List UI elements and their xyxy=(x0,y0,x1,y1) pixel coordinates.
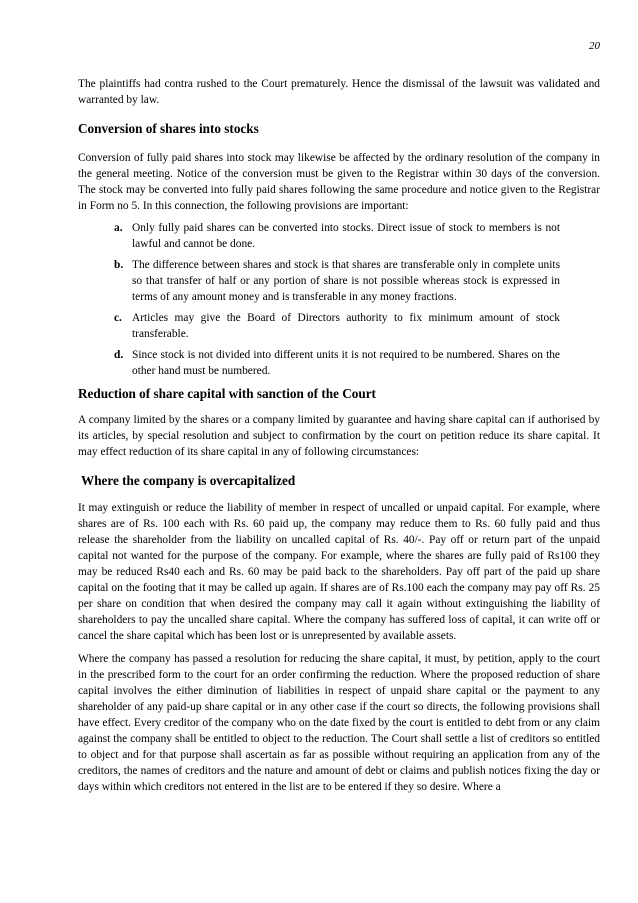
list-marker: c. xyxy=(114,312,122,324)
list-item-text: The difference between shares and stock is that shares are transferable only in complete units so that transfer of half or any portion of share is not possible whereas stock is expressed in terms of any amount money and is transferable in any money fractions. xyxy=(132,259,560,303)
conversion-heading: Conversion of shares into stocks xyxy=(78,121,259,136)
reduction-paragraph: A company limited by the shares or a company limited by guarantee and having share capital can if authorised by its articles, by special resolution and subject to confirmation by the court on petition reduce its share capital. It may effect reduction of its share capital in any of following circumstances: xyxy=(78,414,600,458)
list-item-text: Since stock is not divided into different units it is not required to be numbered. Shares on the other hand must be numbered. xyxy=(132,349,560,377)
list-item xyxy=(114,347,560,379)
list-marker: d. xyxy=(114,349,124,361)
conversion-paragraph: Conversion of fully paid shares into stock may likewise be affected by the ordinary resolution of the company in the general meeting. Notice of the conversion must be given to the Registrar within 30 days of the conversion. The stock may be converted into fully paid shares following the same procedure and notice given to the Registrar in Form no 5. In this connection, the following provisions are important: xyxy=(78,152,600,212)
list-item xyxy=(114,257,560,305)
list-item xyxy=(114,310,560,342)
list-marker: b. xyxy=(114,259,124,271)
provisions-list xyxy=(78,220,600,379)
petition-paragraph: Where the company has passed a resolution for reducing the share capital, it must, by petition, apply to the court in the prescribed form to the court for an order confirming the reduction. Where the proposed reduction of share capital involves the either diminution of liabilities in respect of unpaid share capital or the payment to any shareholder of any paid-up share capital or in any other case if the court so directs, the following provisions shall have effect. Every creditor of the company who on the date fixed by the court is entitled to debt from or any claim against the company shall be entitled to object to the reduction. The Court shall settle a list of creditors so entitled to object and for that purpose shall ascertain as far as possible without requiring an application from any of the creditors, the names of creditors and the nature and amount of debt or claims and publish notices fixing the day or days within which creditors not entered in the list are to be entered if they so desire. Where a xyxy=(78,653,600,793)
overcapitalized-heading: Where the company is overcapitalized xyxy=(81,473,296,488)
intro-paragraph: The plaintiffs had contra rushed to the Court prematurely. Hence the dismissal of the lawsuit was validated and warranted by law. xyxy=(78,78,600,106)
page-number: 20 xyxy=(589,40,600,52)
reduction-heading: Reduction of share capital with sanction of the Court xyxy=(78,386,376,401)
document-body xyxy=(78,76,600,795)
list-marker: a. xyxy=(114,222,123,234)
list-item-text: Only fully paid shares can be converted into stocks. Direct issue of stock to members is not lawful and cannot be done. xyxy=(132,222,560,250)
list-item-text: Articles may give the Board of Directors authority to fix minimum amount of stock transferable. xyxy=(132,312,560,340)
list-item xyxy=(114,220,560,252)
overcapitalized-paragraph: It may extinguish or reduce the liability of member in respect of uncalled or unpaid capital. For example, where shares are of Rs. 100 each with Rs. 60 paid up, the company may reduce them to Rs. 60 fully paid and thus release the shareholder from the liability on uncalled capital of Rs. 40/-. Pay off or return part of the unpaid capital not wanted for the purpose of the company. For example, where the shares are fully paid of Rs100 they may be reduced Rs40 each and Rs. 60 may be paid back to the shareholders. Pay off part of the paid up share capital on the footing that it may be called up again. If shares are of Rs.100 each the company may pay off Rs. 25 per share on condition that when desired the company may call it again without extinguishing the liability of shareholders to pay the uncalled share capital. Where the company has suffered loss of capital, it can write off or cancel the share capital which has been lost or is unrepresented by available assets. xyxy=(78,502,600,642)
